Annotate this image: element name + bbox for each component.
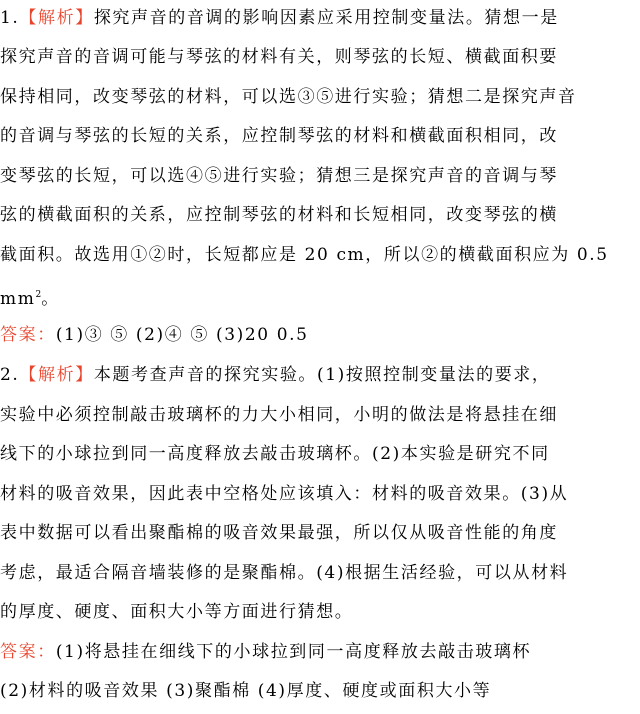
q2-answer-line-2: (2)材料的吸音效果 (3)聚酯棉 (4)厚度、硬度或面积大小等 — [0, 681, 492, 701]
q1-text-line: 探究声音的音调可能与琴弦的材料有关，则琴弦的长短、横截面积要 — [0, 47, 558, 67]
q2-text-line: 的厚度、硬度、面积大小等方面进行猜想。 — [0, 602, 354, 622]
q1-answer-label: 答案： — [0, 325, 56, 345]
q2-line-1 — [0, 364, 551, 386]
q1-text-line: 弦的横截面积的关系，应控制琴弦的材料和长短相同，改变琴弦的横 — [0, 205, 558, 225]
q2-number: 2. — [0, 365, 20, 385]
q1-text-line: 的音调与琴弦的长短的关系，应控制琴弦的材料和横截面积相同，改 — [0, 126, 558, 146]
q2-text-line: 材料的吸音效果，因此表中空格处应该填入：材料的吸音效果。(3)从 — [0, 484, 569, 504]
q1-unit-line — [0, 284, 60, 310]
q2-analysis-tag: 【解析】 — [19, 365, 94, 385]
q1-text-line: 保持相同，改变琴弦的材料，可以选③⑤进行实验；猜想二是探究声音 — [0, 87, 577, 107]
q1-unit-superscript: 2 — [35, 290, 42, 300]
q2-text-line: 实验中必须控制敲击玻璃杯的力大小相同，小明的做法是将悬挂在细 — [0, 405, 558, 425]
q2-answer-text: (1)将悬挂在细线下的小球拉到同一高度释放去敲击玻璃杯 — [55, 642, 532, 662]
q2-answer — [0, 641, 531, 663]
q2-text-line: 表中数据可以看出聚酯棉的吸音效果最强，所以仅从吸音性能的角度 — [0, 523, 558, 543]
q1-analysis-tag: 【解析】 — [19, 8, 94, 28]
q2-text-line: 本题考查声音的探究实验。(1)按照控制变量法的要求， — [93, 365, 551, 385]
q1-text-line: 探究声音的音调的影响因素应采用控制变量法。猜想一是 — [93, 8, 559, 28]
q2-text-line: 线下的小球拉到同一高度释放去敲击玻璃杯。(2)本实验是研究不同 — [0, 444, 550, 464]
q1-answer — [0, 324, 309, 346]
q1-unit: mm — [0, 289, 36, 309]
q1-number: 1. — [0, 8, 20, 28]
q1-unit-end: 。 — [41, 289, 60, 309]
q1-answer-text: (1)③ ⑤ (2)④ ⑤ (3)20 0.5 — [55, 325, 309, 345]
q2-answer-label: 答案： — [0, 642, 56, 662]
q1-text-line: 变琴弦的长短，可以选④⑤进行实验；猜想三是探究声音的音调与琴 — [0, 166, 558, 186]
q2-text-line: 考虑，最适合隔音墙装修的是聚酯棉。(4)根据生活经验，可以从材料 — [0, 563, 569, 583]
q1-line-1 — [0, 7, 559, 29]
q1-text-line: 截面积。故选用①②时，长短都应是 20 cm，所以②的横截面积应为 0.5 — [0, 245, 609, 265]
